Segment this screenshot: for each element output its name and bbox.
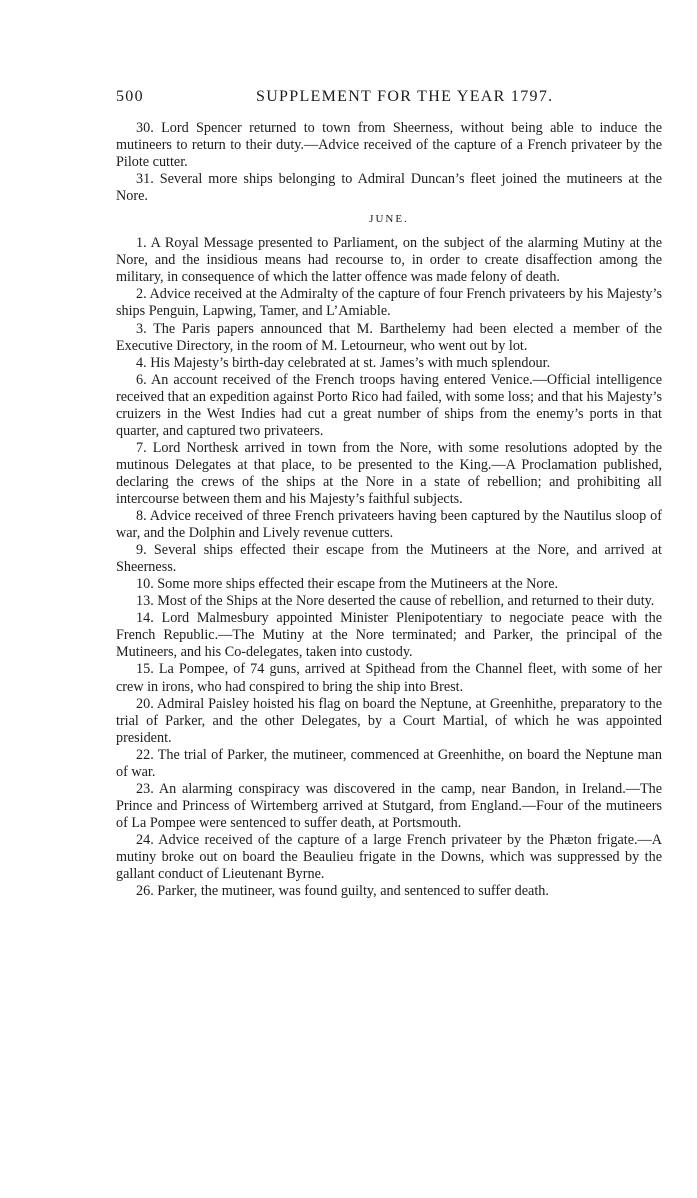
entry-june-3: 3. The Paris papers announced that M. Barthelemy had been elected a member of the Executive Directory, in the room of M. Letourneur, who went out by lot. xyxy=(116,320,662,354)
page-header xyxy=(116,80,662,120)
entry-june-10: 10. Some more ships effected their escape from the Mutineers at the Nore. xyxy=(136,576,559,593)
entry-june-22: 22. The trial of Parker, the mutineer, commenced at Greenhithe, on board the Neptune man of war. xyxy=(116,746,662,780)
entry-june-2: 2. Advice received at the Admiralty of the capture of four French privateers by his Majesty’s ships Penguin, Lapwing, Tamer, and L’Amiable. xyxy=(116,286,662,320)
running-title: SUPPLEMENT FOR THE YEAR 1797. xyxy=(256,88,554,105)
entry-june-9: 9. Several ships effected their escape from the Mutineers at the Nore, and arrived at Sheerness. xyxy=(116,542,662,576)
entry-june-6: 6. An account received of the French troops having entered Venice.—Official intelligence received that an expedition against Porto Rico had failed, with some loss; and that his Majesty’s cruizers in the West Indies had cut a great number of ships from the enemy’s ports in that quarter, and captured two privateers. xyxy=(116,371,662,439)
entry-june-20: 20. Admiral Paisley hoisted his flag on board the Neptune, at Greenhithe, preparatory to the trial of Parker, and the other Delegates, by a Court Martial, of which he was appointed president. xyxy=(116,695,662,746)
book-page xyxy=(116,80,662,900)
entry-june-14: 14. Lord Malmesbury appointed Minister Plenipotentiary to negociate peace with the French Republic.—The Mutiny at the Nore terminated; and Parker, the principal of the Mutineers, and his Co-delegates, taken into custody. xyxy=(116,610,662,661)
entry-may-30: 30. Lord Spencer returned to town from Sheerness, without being able to induce the mutineers to return to their duty.—Advice received of the capture of a French privateer by the Pilote cutter. xyxy=(116,120,662,171)
entry-june-7: 7. Lord Northesk arrived in town from the Nore, with some resolutions adopted by the mutinous Delegates at that place, to be presented to the King.—A Proclamation published, declaring the crews of the ships at the Nore in a state of rebellion; and prohibiting all intercourse between them and his Majesty’s faithful subjects. xyxy=(116,439,662,507)
entry-may-31: 31. Several more ships belonging to Admiral Duncan’s fleet joined the mutineers at the Nore. xyxy=(116,171,662,205)
entry-june-24: 24. Advice received of the capture of a large French privateer by the Phæton frigate.—A mutiny broke out on board the Beaulieu frigate in the Downs, which was suppressed by the gallant conduct of Lieutenant Byrne. xyxy=(116,831,662,883)
entry-june-1: 1. A Royal Message presented to Parliament, on the subject of the alarming Mutiny at the Nore, and the insidious means had recourse to, in order to create disaffection among the military, in consequence of which the latter offence was made felony of death. xyxy=(116,235,662,286)
entry-june-26: 26. Parker, the mutineer, was found guilty, and sentenced to suffer death. xyxy=(136,883,549,900)
entry-june-23: 23. An alarming conspiracy was discovered in the camp, near Bandon, in Ireland.—The Prince and Princess of Wirtemberg arrived at Stutgard, from England.—Four of the mutineers of La Pompee were sentenced to suffer death, at Portsmouth. xyxy=(116,780,662,831)
month-heading: JUNE. xyxy=(369,213,409,226)
entry-june-4: 4. His Majesty’s birth-day celebrated at st. James’s with much splendour. xyxy=(136,354,551,371)
page-number: 500 xyxy=(116,88,144,105)
entry-june-15: 15. La Pompee, of 74 guns, arrived at Spithead from the Channel fleet, with some of her crew in irons, who had conspired to bring the ship into Brest. xyxy=(116,661,662,695)
entry-june-13: 13. Most of the Ships at the Nore deserted the cause of rebellion, and returned to their duty. xyxy=(136,593,655,610)
chronicle-body xyxy=(116,120,662,900)
entry-june-8: 8. Advice received of three French privateers having been captured by the Nautilus sloop of war, and the Dolphin and Lively revenue cutters. xyxy=(116,508,662,542)
